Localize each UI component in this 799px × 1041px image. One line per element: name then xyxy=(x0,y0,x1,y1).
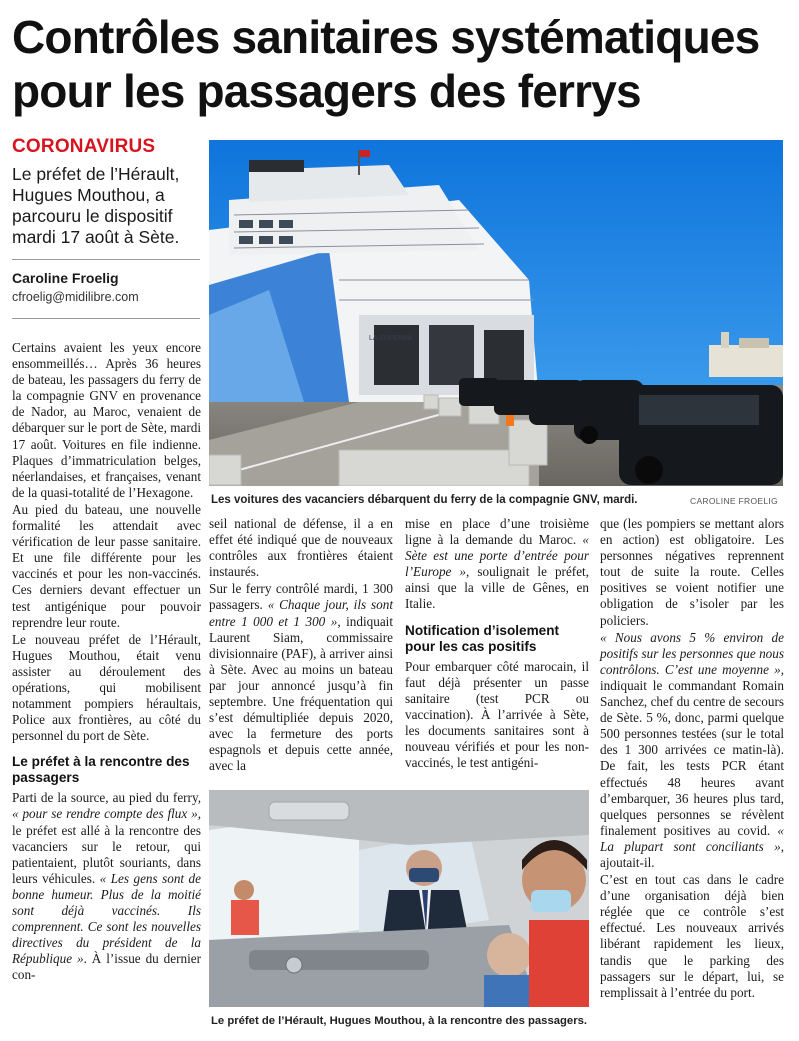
paragraph xyxy=(209,581,393,774)
paragraph: que (les pompiers se mettant alors en action) est obligatoire. Les personnes négatives reprennent tout de suite la route. Celles positives se voient notifier une obligation de s’isoler par les policiers. xyxy=(600,516,784,628)
chapo-line: parcouru le dispositif xyxy=(12,206,173,226)
quote: « Nous avons 5 % environ de positifs sur les personnes que nous contrôlons. C’est une moyenne » xyxy=(600,629,784,677)
quote: « pour se rendre compte des flux » xyxy=(12,806,198,822)
chapo-line: Hugues Mouthou, a xyxy=(12,185,165,205)
text-run: Sur le ferry contrôlé mardi, 1 300 passagers. xyxy=(209,581,393,613)
headline xyxy=(12,10,792,118)
paragraph: Au pied du bateau, une nouvelle formalité les attendait avec vérification de leur passe sanitaire. Et une file différente pour les vaccinés et pour les non-vaccinés. Ces derniers devant effectuer un test antigénique pour pouvoir reprendre leur route. xyxy=(12,501,201,630)
quote: « Les gens sont de bonne humeur. Plus de la moitié sont déjà vaccinés. Ils comprennent. Ce sont les nouvelles directives du président de la République » xyxy=(12,870,201,967)
text-run: mise en place d’une troisième ligne à la demande du Maroc. xyxy=(405,516,589,548)
author-name: Caroline Froelig xyxy=(12,270,119,286)
divider xyxy=(12,318,200,319)
headline-line-1: Contrôles sanitaires systématiques xyxy=(12,11,760,63)
chapo xyxy=(12,164,204,248)
paragraph: C’est en tout cas dans le cadre d’une organisation déjà bien réglée que ce contrôle s’est effectué. Les nouveaux arrivés libérant rapidement les lieux, tandis que le parking des passagers sur le départ, lui, se remplissait à l’entrée du port. xyxy=(600,872,784,1000)
photo-credit: CAROLINE FROELIG xyxy=(690,496,778,506)
text-run: , le préfet est allé à la rencontre des vacanciers sur le retour, qui patientaient, plutôt souriants, dans leurs véhicules. xyxy=(12,806,201,886)
author-email[interactable]: cfroelig@midilibre.com xyxy=(12,290,139,304)
subheading: Notification d’isolement pour les cas positifs xyxy=(405,622,560,654)
paragraph xyxy=(405,516,589,613)
text-run: , indiquait Laurent Siam, commissaire divisionnaire (PAF), à arriver ainsi à Sète. Avec au moins un bateau par jour annoncé jusqu’à fin septembre. Une fréquentation qui s’est démultipliée depuis 2020, avec la fermeture des ports espagnols et depuis cette année, avec la xyxy=(209,613,394,774)
prefect-photo xyxy=(209,790,589,1007)
text-run: , ajoutait-il. xyxy=(600,838,784,870)
article-column-2 xyxy=(209,516,393,775)
article-column-1 xyxy=(12,340,201,983)
paragraph: Certains avaient les yeux encore ensommeillés… Après 36 heures de bateau, les passagers du ferry de la compagnie GNV en provenance de Nador, au Maroc, venaient de débarquer sur le port de Sète, mardi 17 août. Voitures en file indienne. Plaques d’immatriculation belges, néerlandaises, et françaises, venant de la quasi-totalité de l’Hexagone. xyxy=(12,340,201,500)
text-run: , soulignait le préfet, ainsi que la ville de Gênes, en Italie. xyxy=(405,564,590,612)
quote: « Chaque jour, ils sont entre 1 000 et 1 300 » xyxy=(209,597,393,629)
article-column-3 xyxy=(405,516,589,771)
kicker-label: CORONAVIRUS xyxy=(12,136,156,157)
chapo-line: mardi 17 août à Sète. xyxy=(12,227,180,247)
photo-caption: Le préfet de l’Hérault, Hugues Mouthou, à la rencontre des passagers. xyxy=(211,1015,588,1027)
text-run: Parti de la source, au pied du ferry, xyxy=(12,790,201,806)
subheading: Le préfet à la rencontre des passagers xyxy=(12,754,190,786)
ferry-illustration xyxy=(209,140,783,486)
quote: « La plupart sont conciliants » xyxy=(600,822,784,854)
prefect-illustration xyxy=(209,790,589,1007)
ferry-photo xyxy=(209,140,783,486)
headline-line-2: pour les passagers des ferrys xyxy=(12,65,641,117)
paragraph xyxy=(600,630,784,871)
paragraph: seil national de défense, il a en effet été indiqué que de nouveaux contrôles aux frontières étaient instaurés. xyxy=(209,516,393,580)
divider xyxy=(12,259,200,260)
text-run: . À l’issue du dernier con- xyxy=(12,951,202,983)
photo-caption: Les voitures des vacanciers débarquent du ferry de la compagnie GNV, mardi. xyxy=(211,494,638,506)
paragraph xyxy=(12,790,201,983)
chapo-line: Le préfet de l’Hérault, xyxy=(12,164,180,184)
paragraph: Pour embarquer côté marocain, il faut déjà présenter un passe sanitaire (test PCR ou vaccination). À l’arrivée à Sète, les documents sanitaires sont à nouveau vérifiés et pour les non-vaccinés, le test antigéni- xyxy=(405,658,589,771)
text-run: , indiquait le commandant Romain Sanchez, chef du centre de secours de Sète. 5 %, donc, parmi quelque 500 personnes testées (sur le total des 1 300 arrivées ce matin-là). De fait, les tests PCR étant effectués 48 heures avant d’embarquer, 36 heures plus tard, quelques personnes se révèlent finalement positives au covid. xyxy=(600,661,784,838)
ship-name-text: LA SUPERBA xyxy=(369,335,413,342)
paragraph: Le nouveau préfet de l’Hérault, Hugues Mouthou, était venu assister au déroulement des opérations, qui mobilisent notamment pompiers héraultais, Police aux frontières, au côté du personnel du port de Sète. xyxy=(12,631,201,744)
article-column-4 xyxy=(600,516,784,1001)
quote: « Sète est une porte d’entrée pour l’Europe » xyxy=(405,532,589,580)
